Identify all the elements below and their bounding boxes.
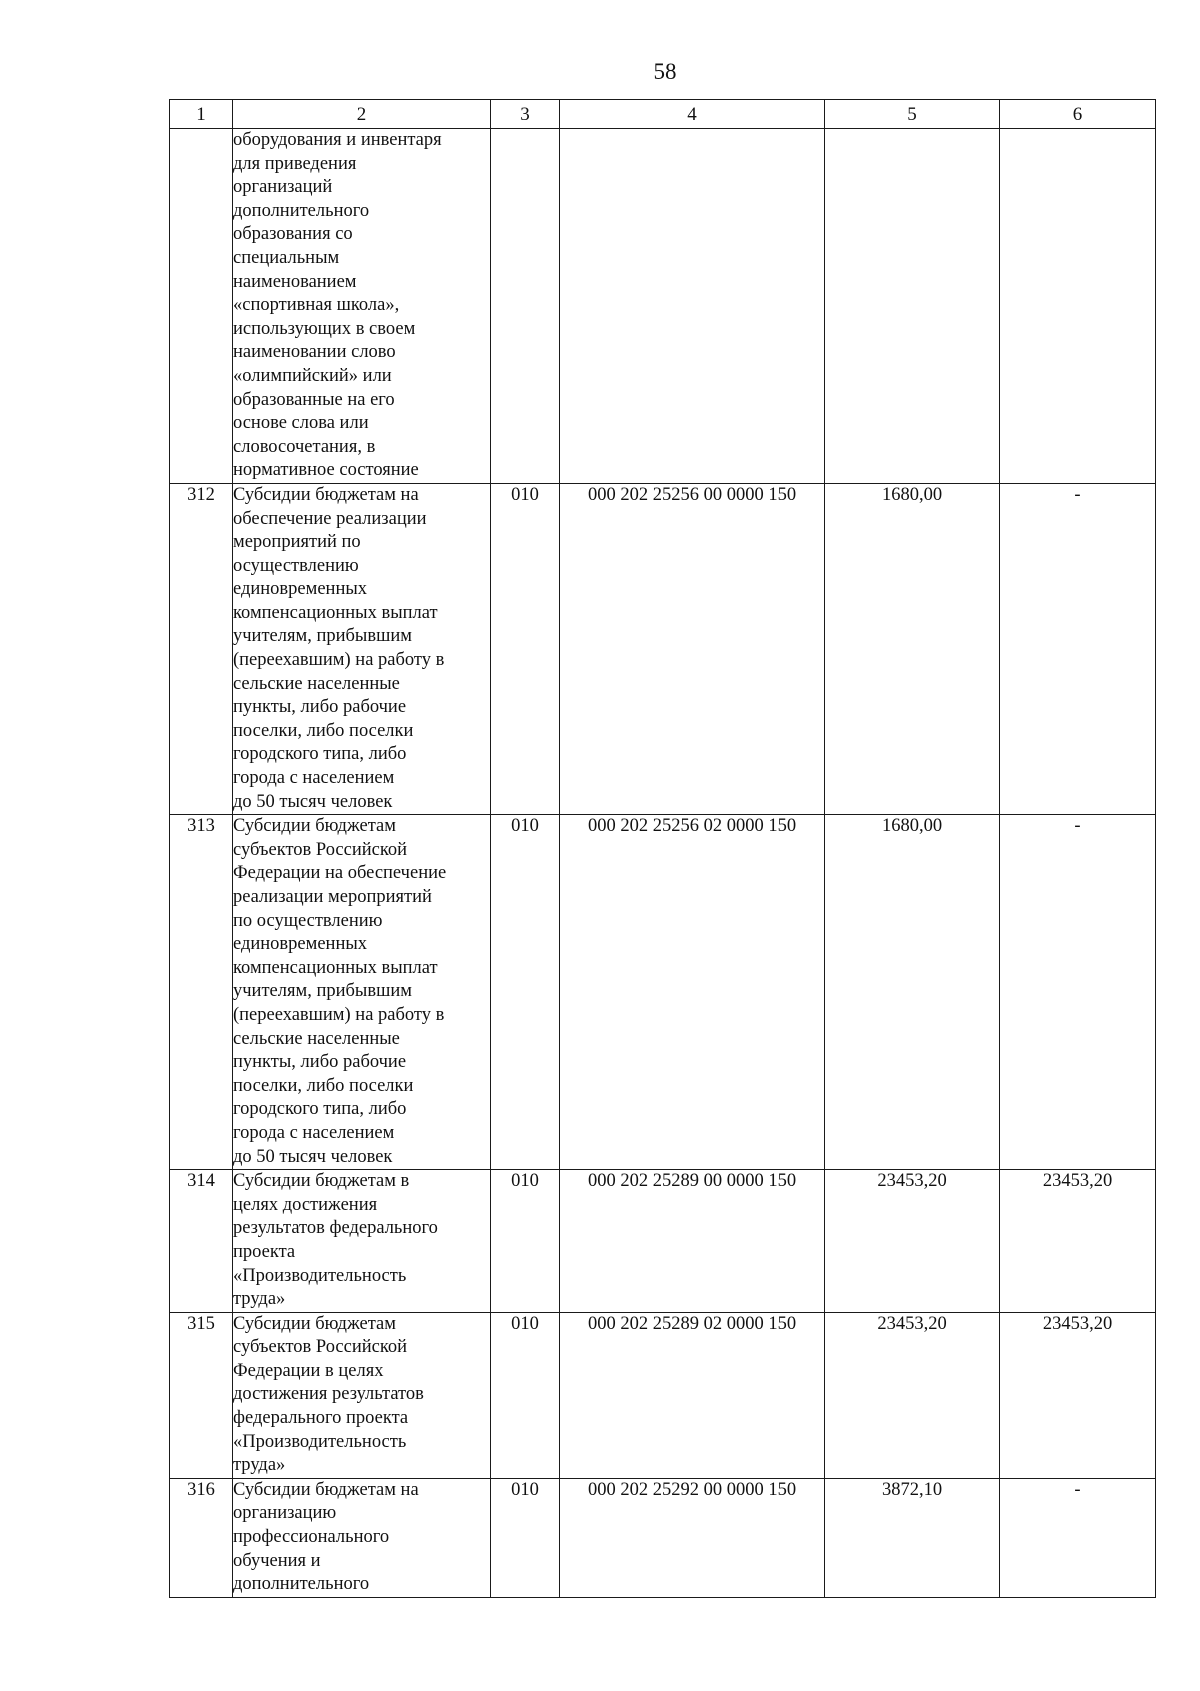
column-header-2: 2: [233, 100, 491, 129]
row-kbk: 000 202 25256 00 0000 150: [560, 483, 825, 814]
row-sum-col6: 23453,20: [1000, 1170, 1156, 1313]
budget-table: [169, 99, 1156, 1598]
row-number: 315: [170, 1312, 233, 1478]
table-row: [170, 1312, 1156, 1478]
table-row: [170, 1478, 1156, 1597]
row-sum-col5: 1680,00: [825, 483, 1000, 814]
column-header-6: 6: [1000, 100, 1156, 129]
row-number: 313: [170, 815, 233, 1170]
row-code: 010: [491, 815, 560, 1170]
row-name: Субсидии бюджетам субъектов Российской Федерации в целях достижения результатов федерального проекта «Производительность труда»: [233, 1312, 491, 1478]
row-code: 010: [491, 1478, 560, 1597]
row-name: оборудования и инвентаря для приведения организаций дополнительного образования со специальным наименованием «спортивная школа», использующих в своем наименовании слово «олимпийский» или образованные на его основе слова или словосочетания, в нормативное состояние: [233, 129, 491, 484]
row-kbk: 000 202 25292 00 0000 150: [560, 1478, 825, 1597]
row-sum-col5: 3872,10: [825, 1478, 1000, 1597]
table-row: [170, 1170, 1156, 1313]
table-row: [170, 129, 1156, 484]
row-number: [170, 129, 233, 484]
column-header-3: 3: [491, 100, 560, 129]
column-header-5: 5: [825, 100, 1000, 129]
row-code: 010: [491, 1312, 560, 1478]
row-sum-col5: 1680,00: [825, 815, 1000, 1170]
table-row: [170, 815, 1156, 1170]
row-name: Субсидии бюджетам субъектов Российской Федерации на обеспечение реализации мероприятий по осуществлению единовременных компенсационных выплат учителям, прибывшим (переехавшим) на работу в сельские населенные пункты, либо рабочие поселки, либо поселки городского типа, либо города с населением до 50 тысяч человек: [233, 815, 491, 1170]
row-sum-col6: -: [1000, 1478, 1156, 1597]
row-sum-col6: [1000, 129, 1156, 484]
row-name: Субсидии бюджетам в целях достижения результатов федерального проекта «Производительность труда»: [233, 1170, 491, 1313]
row-kbk: 000 202 25256 02 0000 150: [560, 815, 825, 1170]
row-sum-col5: [825, 129, 1000, 484]
column-header-4: 4: [560, 100, 825, 129]
table-header-row: [170, 100, 1156, 129]
row-sum-col5: 23453,20: [825, 1170, 1000, 1313]
row-kbk: 000 202 25289 00 0000 150: [560, 1170, 825, 1313]
row-sum-col6: 23453,20: [1000, 1312, 1156, 1478]
row-sum-col5: 23453,20: [825, 1312, 1000, 1478]
row-name: Субсидии бюджетам на организацию профессионального обучения и дополнительного: [233, 1478, 491, 1597]
row-code: [491, 129, 560, 484]
row-code: 010: [491, 483, 560, 814]
row-number: 316: [170, 1478, 233, 1597]
row-code: 010: [491, 1170, 560, 1313]
row-name: Субсидии бюджетам на обеспечение реализации мероприятий по осуществлению единовременных компенсационных выплат учителям, прибывшим (переехавшим) на работу в сельские населенные пункты, либо рабочие поселки, либо поселки городского типа, либо города с населением до 50 тысяч человек: [233, 483, 491, 814]
row-kbk: 000 202 25289 02 0000 150: [560, 1312, 825, 1478]
row-kbk: [560, 129, 825, 484]
row-number: 314: [170, 1170, 233, 1313]
row-number: 312: [170, 483, 233, 814]
row-sum-col6: -: [1000, 815, 1156, 1170]
table-row: [170, 483, 1156, 814]
column-header-1: 1: [170, 100, 233, 129]
row-sum-col6: -: [1000, 483, 1156, 814]
page-number: 58: [653, 59, 677, 84]
